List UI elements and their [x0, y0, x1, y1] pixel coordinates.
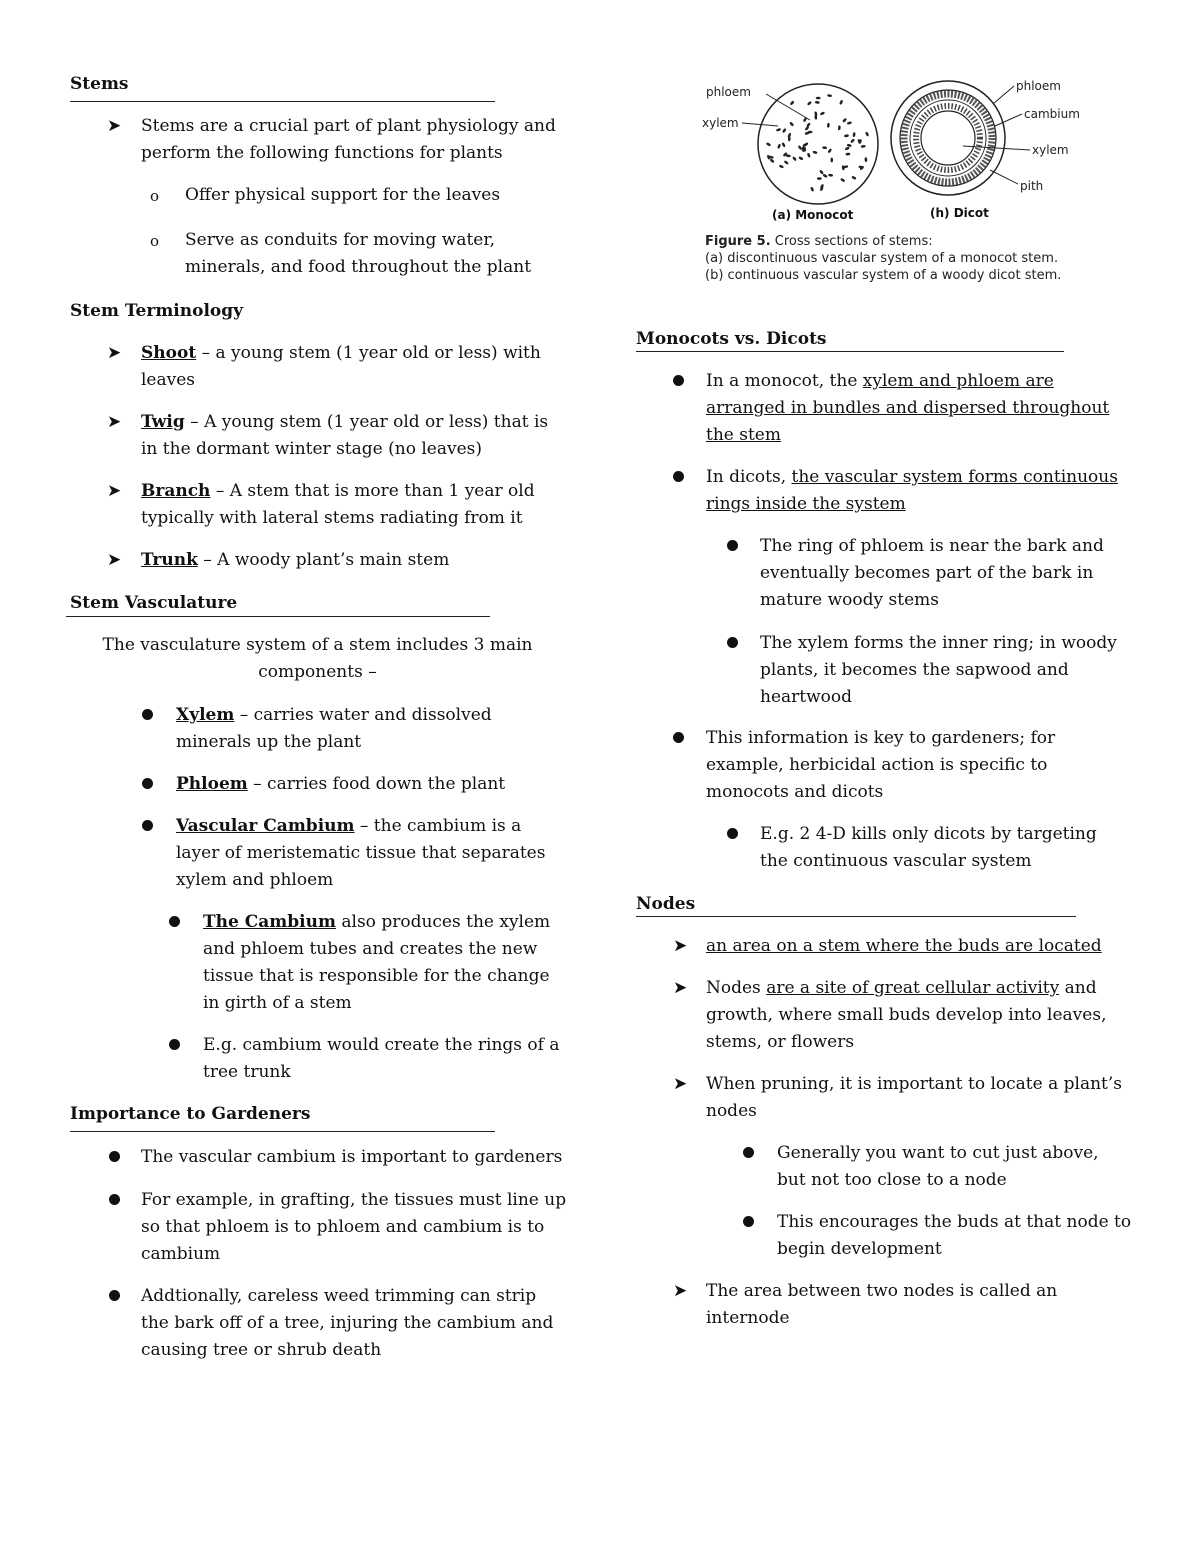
dot-bullet-icon — [109, 1283, 120, 1310]
vasc-cambium: Vascular Cambium – the cambium is a layer of meristematic tissue that separates xylem and phloem — [176, 816, 546, 890]
gardeners-key-point: This information is key to gardeners; for example, herbicidal action is specific to monocots and dicots — [706, 728, 1056, 802]
vascular-bundle — [782, 128, 787, 133]
heading-monocots-vs-dicots: Monocots vs. Dicots — [636, 329, 827, 349]
vascular-bundle — [817, 177, 822, 180]
internode-definition: The area between two nodes is called an internode — [706, 1281, 1058, 1328]
vascular-bundle — [844, 146, 849, 150]
dot-bullet-icon — [743, 1140, 754, 1167]
heading-rule — [636, 351, 1064, 352]
vascular-bundle — [827, 123, 830, 128]
vascular-bundle — [845, 153, 850, 156]
arrow-bullet-icon: ➤ — [107, 116, 122, 136]
vascular-bundle — [822, 173, 827, 178]
vascular-bundle — [839, 100, 843, 105]
dot-bullet-icon — [727, 630, 738, 657]
arrow-bullet-icon: ➤ — [673, 936, 688, 956]
term-twig: Twig – A young stem (1 year old or less) that is in the dormant winter stage (no leaves) — [141, 412, 549, 459]
arrow-bullet-icon: ➤ — [673, 978, 688, 998]
heading-rule — [70, 101, 495, 102]
vascular-bundle — [790, 100, 795, 105]
vascular-bundle — [838, 125, 841, 130]
gardeners-item-1: The vascular cambium is important to gardeners — [141, 1147, 563, 1167]
label-dicot: (h) Dicot — [930, 206, 989, 220]
dot-bullet-icon — [142, 813, 153, 840]
vascular-bundle — [851, 175, 856, 180]
vascular-bundle — [781, 142, 786, 147]
pruning-sub-2: This encourages the buds at that node to begin development — [777, 1212, 1132, 1259]
dot-bullet-icon — [727, 533, 738, 560]
monocot-point: In a monocot, the xylem and phloem are arranged in bundles and dispersed throughout the stem — [706, 371, 1110, 445]
vasc-xylem: Xylem – carries water and dissolved minerals up the plant — [176, 705, 492, 752]
vascular-bundle — [816, 97, 821, 100]
vascular-bundle — [798, 156, 803, 161]
vascular-bundle — [807, 152, 811, 157]
vascular-bundle — [865, 131, 869, 136]
dot-bullet-icon — [142, 771, 153, 798]
stems-sub-2: Serve as conduits for moving water, minerals, and food throughout the plant — [185, 230, 532, 277]
dot-bullet-icon — [109, 1144, 120, 1171]
stems-sub-1: Offer physical support for the leaves — [185, 185, 501, 205]
term-shoot: Shoot – a young stem (1 year old or less) with leaves — [141, 343, 541, 390]
arrow-bullet-icon: ➤ — [107, 481, 122, 501]
vascular-bundle — [807, 101, 812, 106]
vasc-phloem: Phloem – carries food down the plant — [176, 774, 506, 794]
dot-bullet-icon — [673, 464, 684, 491]
heading-nodes: Nodes — [636, 894, 696, 914]
vascular-bundle — [798, 145, 803, 150]
circle-bullet-icon: o — [150, 187, 160, 205]
dot-bullet-icon — [142, 702, 153, 729]
heading-stem-terminology: Stem Terminology — [70, 301, 244, 321]
vascular-bundle — [819, 169, 824, 174]
vascular-bundle — [822, 146, 827, 149]
stems-intro: Stems are a crucial part of plant physiology and perform the following functions for plants — [141, 116, 556, 163]
nodes-activity: Nodes are a site of great cellular activity and growth, where small buds develop into leaves, stems, or flowers — [706, 978, 1107, 1052]
gardeners-item-2: For example, in grafting, the tissues must line up so that phloem is to phloem and cambium is to cambium — [141, 1190, 567, 1264]
nodes-pruning: When pruning, it is important to locate a plant’s nodes — [706, 1074, 1123, 1121]
vascular-bundle — [828, 174, 833, 177]
arrow-bullet-icon: ➤ — [673, 1281, 688, 1301]
pruning-sub-1: Generally you want to cut just above, but not too close to a node — [777, 1143, 1099, 1190]
label-monocot: (a) Monocot — [772, 208, 854, 222]
vasc-sub-cambium: The Cambium also produces the xylem and phloem tubes and creates the new tissue that is responsible for the change in girth of a stem — [203, 912, 551, 1013]
vasc-sub-eg: E.g. cambium would create the rings of a tree trunk — [203, 1035, 560, 1082]
nodes-definition: an area on a stem where the buds are located — [706, 936, 1102, 956]
term-trunk: Trunk – A woody plant’s main stem — [141, 550, 450, 570]
vascular-bundle — [777, 144, 781, 149]
dicot-diagram — [891, 81, 1005, 195]
label-phloem-dicot: phloem — [1016, 79, 1061, 93]
vascular-bundle — [766, 142, 771, 147]
vascular-bundle — [864, 157, 867, 162]
vascular-bundle — [827, 94, 832, 97]
dicot-sub-phloem: The ring of phloem is near the bark and eventually becomes part of the bark in mature woody stems — [760, 536, 1104, 610]
label-xylem-dicot: xylem — [1032, 143, 1069, 157]
dot-bullet-icon — [169, 909, 180, 936]
term-branch: Branch – A stem that is more than 1 year old typically with lateral stems radiating from it — [141, 481, 535, 528]
dot-bullet-icon — [673, 368, 684, 395]
vascular-bundle — [842, 118, 847, 123]
dot-bullet-icon — [673, 725, 684, 752]
vascular-bundle — [815, 101, 820, 104]
arrow-bullet-icon: ➤ — [673, 1074, 688, 1094]
vascular-bundle — [779, 164, 784, 168]
vascular-bundle — [769, 158, 774, 163]
label-phloem-monocot: phloem — [706, 85, 751, 99]
vascular-bundle — [847, 121, 852, 125]
herbicide-example: E.g. 2 4-D kills only dicots by targeting the continuous vascular system — [760, 824, 1097, 871]
heading-stems: Stems — [70, 74, 129, 94]
label-cambium: cambium — [1024, 107, 1080, 121]
gardeners-item-3: Addtionally, careless weed trimming can strip the bark off of a tree, injuring the cambium and causing tree or shrub death — [141, 1286, 554, 1360]
dicot-sub-xylem: The xylem forms the inner ring; in woody plants, it becomes the sapwood and heartwood — [760, 633, 1117, 707]
vascular-bundle — [840, 178, 845, 183]
figure-caption: Figure 5. Cross sections of stems: (a) discontinuous vascular system of a monocot stem. (b) continuous vascular system of a woody dicot stem. — [705, 234, 1062, 283]
vascular-bundle — [784, 160, 789, 165]
heading-rule — [66, 616, 490, 617]
label-pith: pith — [1020, 179, 1044, 193]
dicot-point: In dicots, the vascular system forms continuous rings inside the system — [706, 467, 1118, 514]
arrow-bullet-icon: ➤ — [107, 550, 122, 570]
vascular-bundle — [861, 145, 866, 148]
heading-rule — [636, 916, 1076, 917]
vascular-bundle — [820, 111, 825, 115]
heading-stem-vasculature: Stem Vasculature — [70, 593, 238, 613]
circle-bullet-icon: o — [150, 232, 160, 250]
arrow-bullet-icon: ➤ — [107, 412, 122, 432]
vascular-bundle — [827, 148, 832, 153]
label-xylem-monocot: xylem — [702, 116, 739, 130]
dot-bullet-icon — [727, 821, 738, 848]
vasculature-intro: The vasculature system of a stem includes 3 main components – — [102, 635, 533, 682]
dot-bullet-icon — [169, 1032, 180, 1059]
vascular-bundle — [776, 128, 781, 132]
vascular-bundle — [850, 138, 855, 143]
vascular-bundle — [847, 144, 852, 148]
stem-cross-section-figure — [698, 74, 1118, 226]
dot-bullet-icon — [109, 1187, 120, 1214]
vascular-bundle — [853, 132, 856, 137]
vascular-bundle — [810, 186, 814, 191]
vascular-bundle — [844, 134, 849, 137]
vascular-bundle — [831, 158, 834, 163]
vascular-bundle — [792, 156, 797, 161]
heading-rule — [70, 1131, 495, 1132]
dot-bullet-icon — [743, 1209, 754, 1236]
heading-importance-to-gardeners: Importance to Gardeners — [70, 1104, 311, 1124]
vascular-bundle — [789, 121, 794, 126]
vascular-bundle — [812, 150, 817, 154]
arrow-bullet-icon: ➤ — [107, 343, 122, 363]
monocot-diagram — [758, 84, 878, 204]
